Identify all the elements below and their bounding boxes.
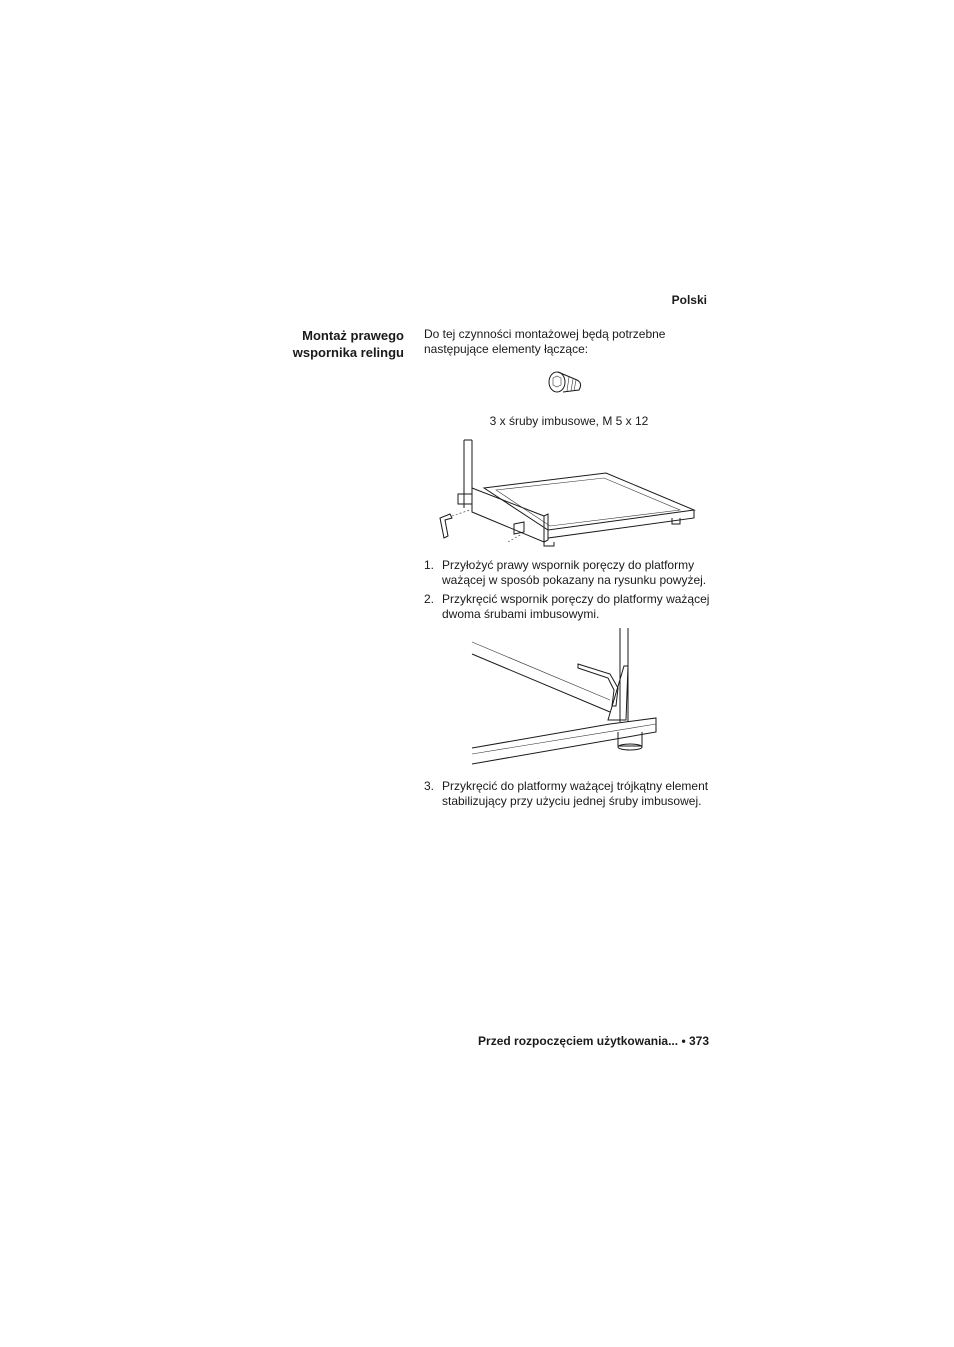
step-number: 1.	[424, 558, 435, 572]
step-number: 2.	[424, 592, 435, 606]
step-item	[424, 779, 714, 809]
step-text: Przykręcić wspornik poręczy do platformy ważącej dwoma śrubami imbusowymi.	[442, 592, 710, 621]
step-item	[424, 558, 714, 588]
heading-line-1: Montaż prawego	[302, 328, 404, 343]
steps-list-b	[424, 779, 714, 813]
step-number: 3.	[424, 779, 435, 793]
screw-illustration	[545, 368, 589, 402]
step-text: Przyłożyć prawy wspornik poręczy do platformy ważącej w sposób pokazany na rysunku powyżej.	[442, 558, 707, 587]
steps-list-a	[424, 558, 714, 626]
section-heading	[204, 327, 404, 361]
step-text: Przykręcić do platformy ważącej trójkątny element stabilizujący przy użyciu jednej śruby imbusowej.	[442, 779, 709, 808]
stabilizer-illustration	[470, 626, 660, 776]
screw-caption: 3 x śruby imbusowe, M 5 x 12	[489, 414, 649, 428]
heading-line-2: wspornika relingu	[292, 345, 404, 360]
intro-text: Do tej czynności montażowej będą potrzebne następujące elementy łączące:	[424, 327, 666, 356]
platform-bracket-illustration	[436, 438, 698, 550]
language-label: Polski	[671, 293, 707, 307]
page-footer: Przed rozpoczęciem użytkowania... • 373	[478, 1034, 709, 1048]
step-item	[424, 592, 714, 622]
